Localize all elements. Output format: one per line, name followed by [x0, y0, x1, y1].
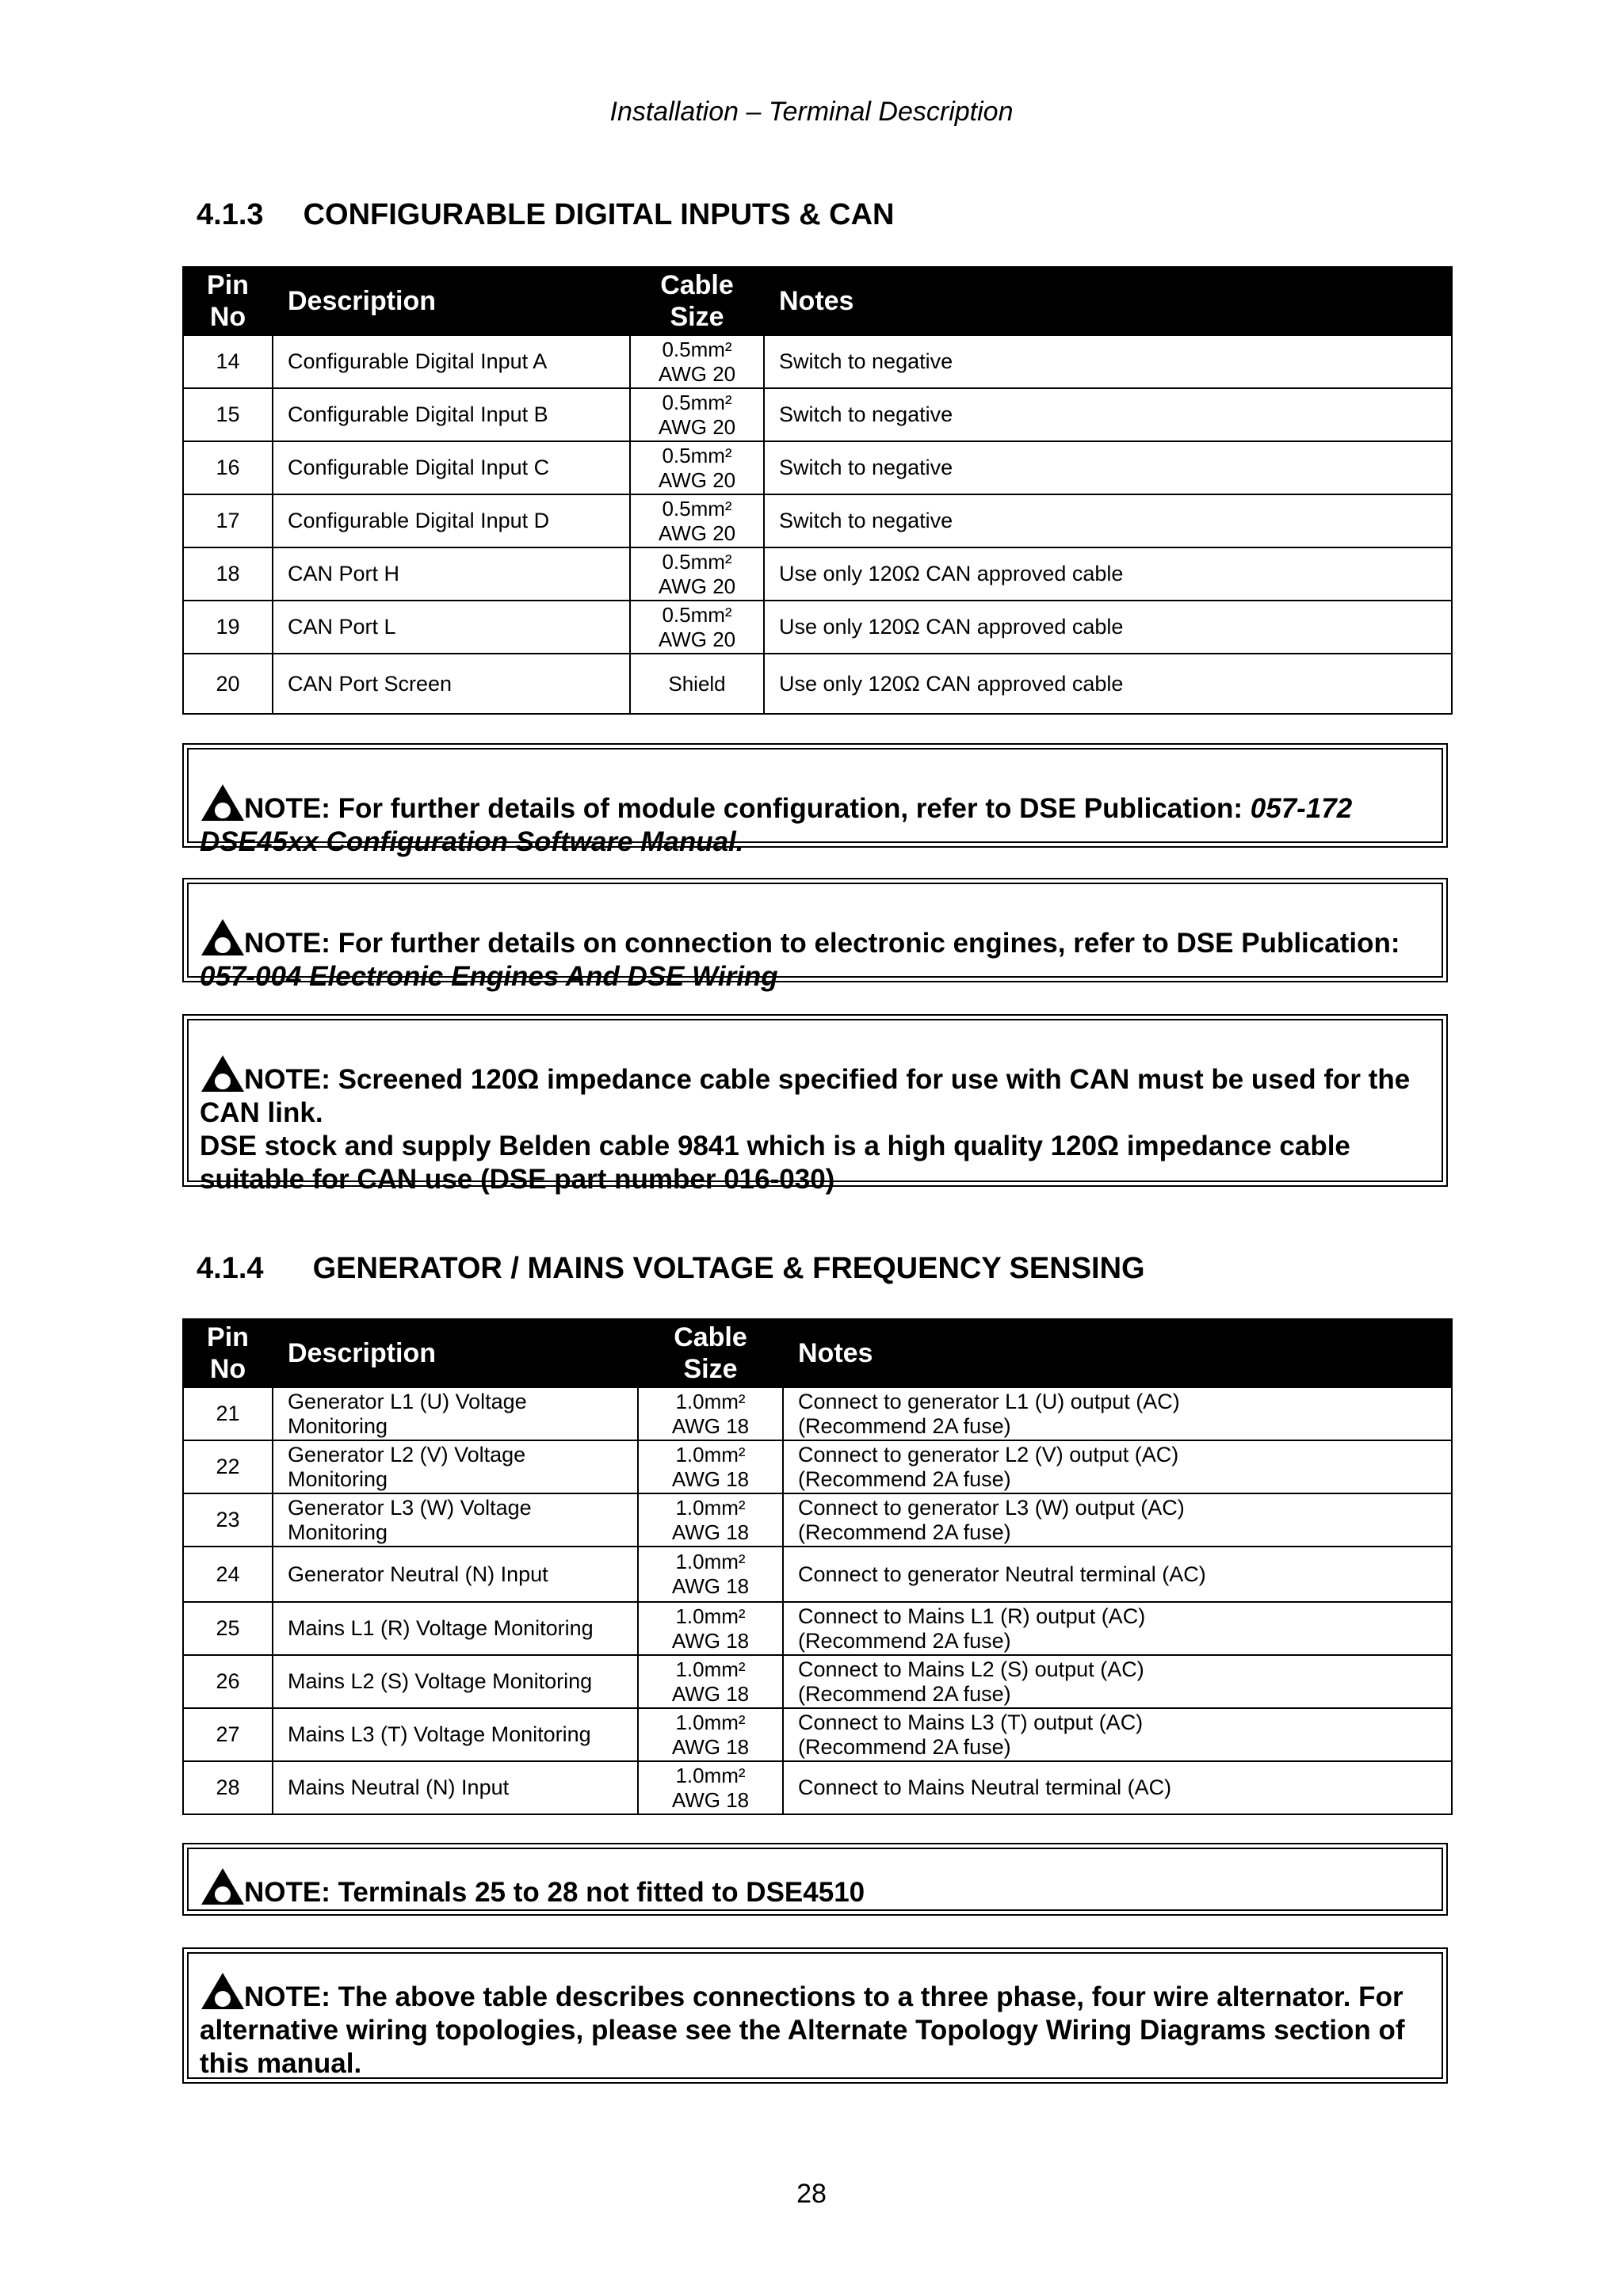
section-heading: GENERATOR / MAINS VOLTAGE & FREQUENCY SENSING — [312, 1252, 1145, 1285]
cable-size-cell: 1.0mm² AWG 18 — [638, 1761, 783, 1814]
pin-cell: 19 — [183, 601, 273, 654]
cable-size-cell: 0.5mm² AWG 20 — [630, 441, 764, 494]
cable-size-cell: 0.5mm² AWG 20 — [630, 335, 764, 388]
table-row — [183, 547, 1452, 601]
warning-triangle-icon — [200, 1054, 246, 1093]
notes-cell: Connect to generator Neutral terminal (AC) — [783, 1547, 1452, 1602]
pin-cell: 16 — [183, 441, 273, 494]
table-row — [183, 335, 1452, 388]
cable-size-cell: 1.0mm² AWG 18 — [638, 1655, 783, 1708]
section-title-4-1-4 — [197, 1252, 1145, 1286]
table-row — [183, 1387, 1452, 1440]
notes-cell: Connect to Mains L3 (T) output (AC) (Recommend 2A fuse) — [783, 1708, 1452, 1761]
cable-size-cell: Shield — [630, 654, 764, 714]
notes-cell: Connect to generator L1 (U) output (AC) (Recommend 2A fuse) — [783, 1387, 1452, 1440]
notes-cell: Switch to negative — [764, 494, 1452, 547]
cable-size-cell: 1.0mm² AWG 18 — [638, 1708, 783, 1761]
pin-cell: 24 — [183, 1547, 273, 1602]
table-row — [183, 1440, 1452, 1493]
notes-cell: Connect to Mains Neutral terminal (AC) — [783, 1761, 1452, 1814]
col-notes: Notes — [783, 1319, 1452, 1387]
notes-cell: Switch to negative — [764, 441, 1452, 494]
warning-triangle-icon — [200, 917, 246, 957]
description-cell: Configurable Digital Input A — [273, 335, 630, 388]
notes-cell: Use only 120Ω CAN approved cable — [764, 547, 1452, 601]
section-heading: CONFIGURABLE DIGITAL INPUTS & CAN — [303, 198, 895, 231]
cable-size-cell: 0.5mm² AWG 20 — [630, 494, 764, 547]
cable-size-cell: 0.5mm² AWG 20 — [630, 601, 764, 654]
col-notes: Notes — [764, 267, 1452, 335]
section-number: 4.1.4 — [197, 1252, 264, 1285]
table-row — [183, 1547, 1452, 1602]
description-cell: Generator L2 (V) Voltage Monitoring — [273, 1440, 638, 1493]
warning-triangle-icon — [200, 1971, 246, 2011]
description-cell: CAN Port Screen — [273, 654, 630, 714]
pin-cell: 26 — [183, 1655, 273, 1708]
table-row — [183, 1493, 1452, 1547]
col-cable-size: Cable Size — [638, 1319, 783, 1387]
cable-size-cell: 0.5mm² AWG 20 — [630, 388, 764, 441]
notes-cell: Switch to negative — [764, 335, 1452, 388]
cable-size-cell: 1.0mm² AWG 18 — [638, 1440, 783, 1493]
notes-cell: Use only 120Ω CAN approved cable — [764, 601, 1452, 654]
description-cell: CAN Port H — [273, 547, 630, 601]
pin-cell: 25 — [183, 1602, 273, 1655]
pin-cell: 20 — [183, 654, 273, 714]
pin-cell: 21 — [183, 1387, 273, 1440]
notes-cell: Connect to generator L2 (V) output (AC) (Recommend 2A fuse) — [783, 1440, 1452, 1493]
note-module-configuration: NOTE: For further details of module configuration, refer to DSE Publication: 057-172 DSE45xx Configuration Software Manual. — [182, 743, 1448, 848]
description-cell: Configurable Digital Input B — [273, 388, 630, 441]
pin-cell: 14 — [183, 335, 273, 388]
table-header-row — [183, 267, 1452, 335]
pin-cell: 18 — [183, 547, 273, 601]
pin-cell: 28 — [183, 1761, 273, 1814]
pin-cell: 27 — [183, 1708, 273, 1761]
note-three-phase-alternator: NOTE: The above table describes connections to a three phase, four wire alternator. For alternative wiring topologies, please see the Alternate Topology Wiring Diagrams section of this manual. — [182, 1947, 1448, 2084]
notes-cell: Switch to negative — [764, 388, 1452, 441]
note-electronic-engines: NOTE: For further details on connection to electronic engines, refer to DSE Publication: 057-004 Electronic Engines And DSE Wiring — [182, 878, 1448, 982]
description-cell: Mains L2 (S) Voltage Monitoring — [273, 1655, 638, 1708]
description-cell: Generator L1 (U) Voltage Monitoring — [273, 1387, 638, 1440]
description-cell: CAN Port L — [273, 601, 630, 654]
description-cell: Configurable Digital Input D — [273, 494, 630, 547]
cable-size-cell: 1.0mm² AWG 18 — [638, 1387, 783, 1440]
table-row — [183, 388, 1452, 441]
cable-size-cell: 1.0mm² AWG 18 — [638, 1493, 783, 1547]
warning-triangle-icon — [200, 1867, 246, 1906]
note-terminals-not-fitted: NOTE: Terminals 25 to 28 not fitted to DSE4510 — [182, 1843, 1448, 1916]
warning-triangle-icon — [200, 783, 246, 822]
pin-cell: 22 — [183, 1440, 273, 1493]
section-number: 4.1.3 — [197, 198, 264, 231]
table-row — [183, 601, 1452, 654]
description-cell: Mains L3 (T) Voltage Monitoring — [273, 1708, 638, 1761]
cable-size-cell: 1.0mm² AWG 18 — [638, 1547, 783, 1602]
description-cell: Generator L3 (W) Voltage Monitoring — [273, 1493, 638, 1547]
digital-inputs-can-table — [182, 266, 1453, 715]
notes-cell: Connect to Mains L1 (R) output (AC) (Recommend 2A fuse) — [783, 1602, 1452, 1655]
col-pin-no: Pin No — [183, 267, 273, 335]
col-pin-no: Pin No — [183, 1319, 273, 1387]
pin-cell: 23 — [183, 1493, 273, 1547]
note-can-cable: NOTE: Screened 120Ω impedance cable specified for use with CAN must be used for the CAN link. DSE stock and supply Belden cable 9841 which is a high quality 120Ω impedance cable suitable for CAN use (DSE part number 016-030) — [182, 1014, 1448, 1187]
pin-cell: 17 — [183, 494, 273, 547]
col-description: Description — [273, 267, 630, 335]
pin-cell: 15 — [183, 388, 273, 441]
table-row — [183, 1602, 1452, 1655]
section-title-4-1-3 — [197, 198, 894, 232]
page-header: Installation – Terminal Description — [609, 97, 1014, 127]
table-row — [183, 441, 1452, 494]
description-cell: Generator Neutral (N) Input — [273, 1547, 638, 1602]
table-row — [183, 654, 1452, 714]
cable-size-cell: 1.0mm² AWG 18 — [638, 1602, 783, 1655]
page-number: 28 — [796, 2179, 827, 2209]
cable-size-cell: 0.5mm² AWG 20 — [630, 547, 764, 601]
notes-cell: Connect to Mains L2 (S) output (AC) (Recommend 2A fuse) — [783, 1655, 1452, 1708]
description-cell: Mains L1 (R) Voltage Monitoring — [273, 1602, 638, 1655]
description-cell: Configurable Digital Input C — [273, 441, 630, 494]
voltage-sensing-table — [182, 1318, 1453, 1815]
description-cell: Mains Neutral (N) Input — [273, 1761, 638, 1814]
notes-cell: Use only 120Ω CAN approved cable — [764, 654, 1452, 714]
notes-cell: Connect to generator L3 (W) output (AC) (Recommend 2A fuse) — [783, 1493, 1452, 1547]
table-row — [183, 1708, 1452, 1761]
table-header-row — [183, 1319, 1452, 1387]
col-cable-size: Cable Size — [630, 267, 764, 335]
table-row — [183, 1655, 1452, 1708]
table-row — [183, 1761, 1452, 1814]
col-description: Description — [273, 1319, 638, 1387]
table-row — [183, 494, 1452, 547]
